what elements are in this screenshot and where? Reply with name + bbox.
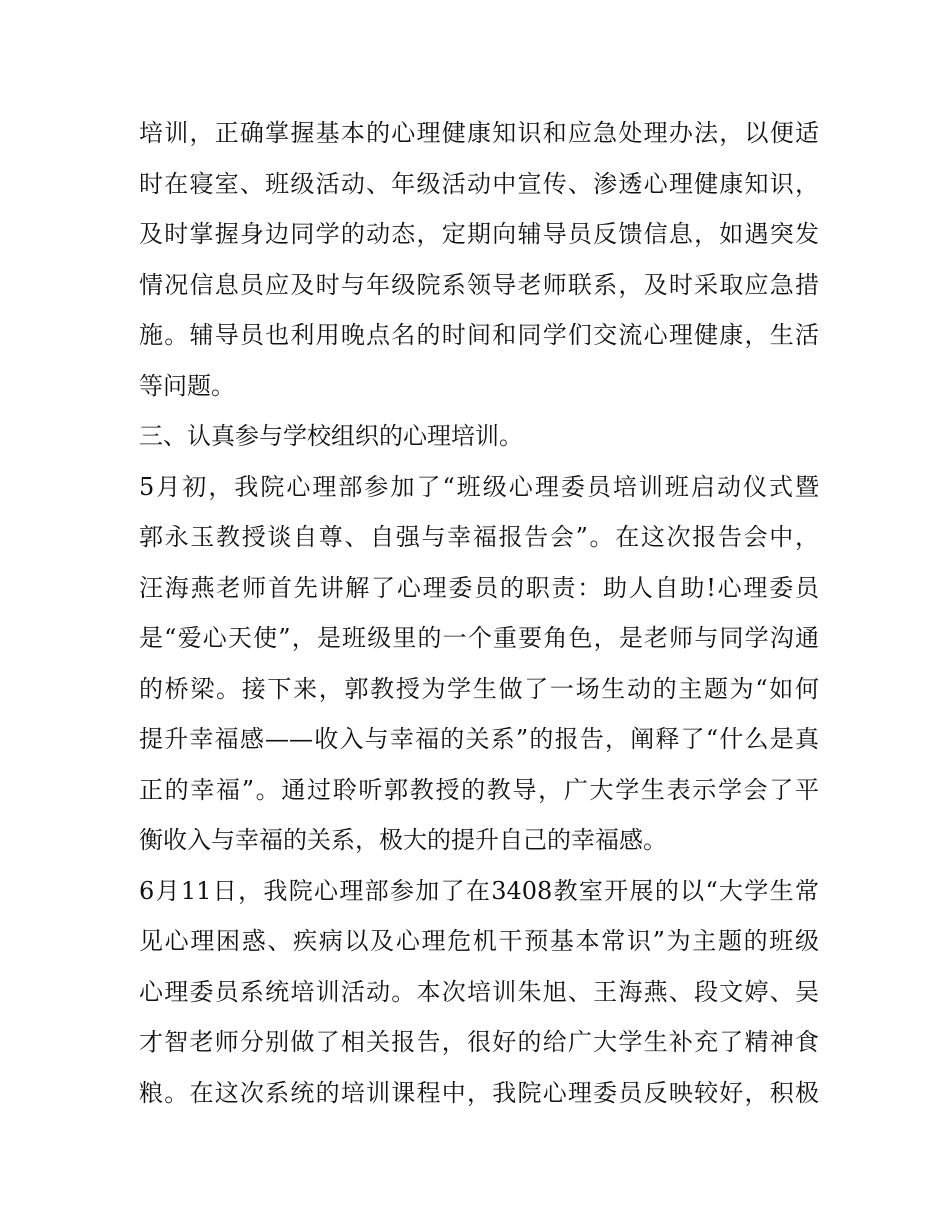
text-line: 三、认真参与学校组织的心理培训。 xyxy=(139,422,523,450)
text-line: 施。辅导员也利用晚点名的时间和同学们交流心理健康，生活 xyxy=(139,321,819,349)
text-line: 正的幸福”。通过聆听郭教授的教导，广大学生表示学会了平 xyxy=(139,775,819,804)
text-line: 时在寝室、班级活动、年级活动中宣传、渗透心理健康知识， xyxy=(139,169,819,198)
text-line: 心理委员系统培训活动。本次培训朱旭、王海燕、段文婷、吴 xyxy=(139,977,819,1006)
text-line: 培训，正确掌握基本的心理健康知识和应急处理办法，以便适 xyxy=(139,119,819,147)
text-line: 见心理困惑、疾病以及心理危机干预基本常识”为主题的班级 xyxy=(139,927,819,955)
text-line: 情况信息员应及时与年级院系领导老师联系，及时采取应急措 xyxy=(139,270,819,299)
text-line: 衡收入与幸福的关系，极大的提升自己的幸福感。 xyxy=(139,826,667,854)
text-line: 6月11日，我院心理部参加了在3408教室开展的以“大学生常 xyxy=(139,876,819,905)
text-line: 汪海燕老师首先讲解了心理委员的职责：助人自助!心理委员 xyxy=(139,573,819,602)
text-line: 郭永玉教授谈自尊、自强与幸福报告会”。在这次报告会中， xyxy=(139,523,819,551)
text-line: 的桥梁。接下来，郭教授为学生做了一场生动的主题为“如何 xyxy=(139,674,819,703)
text-line: 是“爱心天使”，是班级里的一个重要角色，是老师与同学沟通 xyxy=(139,624,819,652)
text-line: 粮。在这次系统的培训课程中，我院心理委员反映较好，积极 xyxy=(139,1078,819,1107)
text-line: 等问题。 xyxy=(139,371,235,400)
body-text xyxy=(139,108,819,1118)
text-line: 提升幸福感——收入与幸福的关系”的报告，阐释了“什么是真 xyxy=(139,725,819,753)
text-line: 5月初，我院心理部参加了“班级心理委员培训班启动仪式暨 xyxy=(139,472,819,501)
text-line: 及时掌握身边同学的动态，定期向辅导员反馈信息，如遇突发 xyxy=(139,220,819,248)
text-line: 才智老师分别做了相关报告，很好的给广大学生补充了精神食 xyxy=(139,1028,819,1056)
